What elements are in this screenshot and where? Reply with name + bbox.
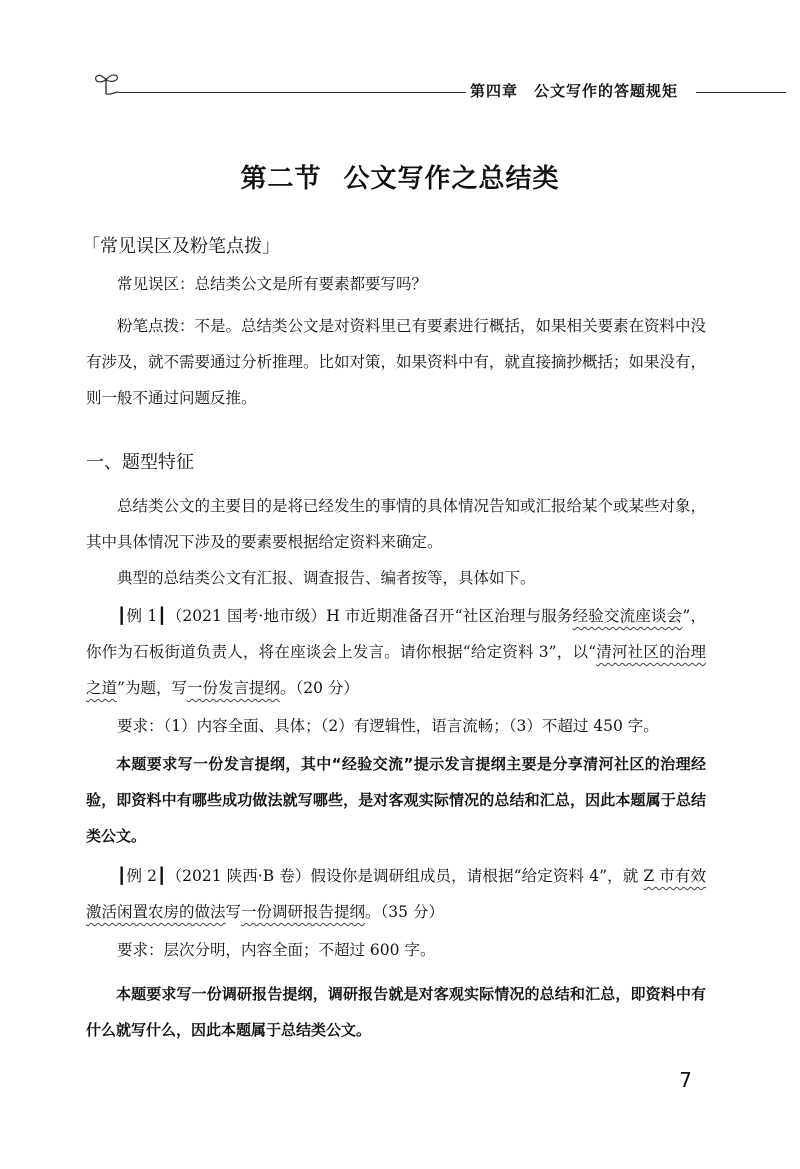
section-name: 公文写作之总结类 — [343, 164, 560, 194]
example-2-analysis: 本题要求写一份调研报告提纲，调研报告就是对客观实际情况的总结和汇总，即资料中有什么就写什么，因此本题属于总结类公文。 — [86, 985, 706, 1039]
example-1-analysis: 本题要求写一份发言提纲，其中“经验交流”提示发言提纲主要是分享清河社区的治理经验，即资料中有哪些成功做法就写哪些，是对客观实际情况的总结和汇总，因此本题属于总结类公文。 — [86, 755, 706, 845]
close-bracket: 」 — [262, 236, 280, 257]
header-rule-right — [696, 92, 786, 93]
page-number: 7 — [679, 1068, 692, 1092]
example-1: ┃例 1┃（2021 国考·地市级）H 市近期准备召开“社区治理与服务经验交流座谈会”，你作为石板街道负责人，将在座谈会上发言。请你根据“给定资料 3”，以“清河社区的治理之道”为题，写一份发言提纲。（20 分） — [86, 607, 706, 697]
tips-guidance: 粉笔点拨：不是。总结类公文是对资料里已有要素进行概括，如果相关要素在资料中没有涉及，就不需要通过分析推理。比如对策，如果资料中有，就直接摘抄概括；如果没有，则一般不通过问题反推。 — [86, 317, 707, 407]
section-title — [0, 158, 800, 195]
example-1-label: 例 1 — [126, 607, 158, 625]
open-bracket: 「 — [82, 236, 100, 257]
tips-misconception: 常见误区：总结类公文是所有要素都要写吗？ — [117, 275, 428, 293]
sprout-icon — [92, 68, 122, 98]
example-2-requirement: 要求：层次分明，内容全面；不超过 600 字。 — [117, 941, 436, 959]
chapter-number: 第四章 — [470, 82, 519, 100]
features-paragraph-1: 总结类公文的主要目的是将已经发生的事情的具体情况告知或汇报给某个或某些对象，其中具体情况下涉及的要素要根据给定资料来确定。 — [86, 497, 707, 551]
features-paragraph-2: 典型的总结类公文有汇报、调查报告、编者按等，具体如下。 — [117, 569, 536, 587]
header-rule-left — [118, 92, 466, 93]
tips-heading-text: 常见误区及粉笔点拨 — [100, 236, 262, 257]
chapter-title: 公文写作的答题规矩 — [534, 82, 679, 100]
example-2-label: 例 2 — [126, 867, 158, 885]
example-2: ┃例 2┃（2021 陕西·B 卷）假设你是调研组成员，请根据“给定资料 4”，就 Z 市有效激活闲置农房的做法写一份调研报告提纲。（35 分） — [86, 867, 706, 921]
section-number: 第二节 — [240, 164, 322, 194]
features-heading: 一、题型特征 — [86, 452, 194, 473]
example-1-requirement: 要求：（1）内容全面、具体；（2）有逻辑性，语言流畅；（3）不超过 450 字。 — [117, 717, 659, 735]
running-head — [470, 80, 678, 101]
tips-heading — [82, 232, 280, 258]
